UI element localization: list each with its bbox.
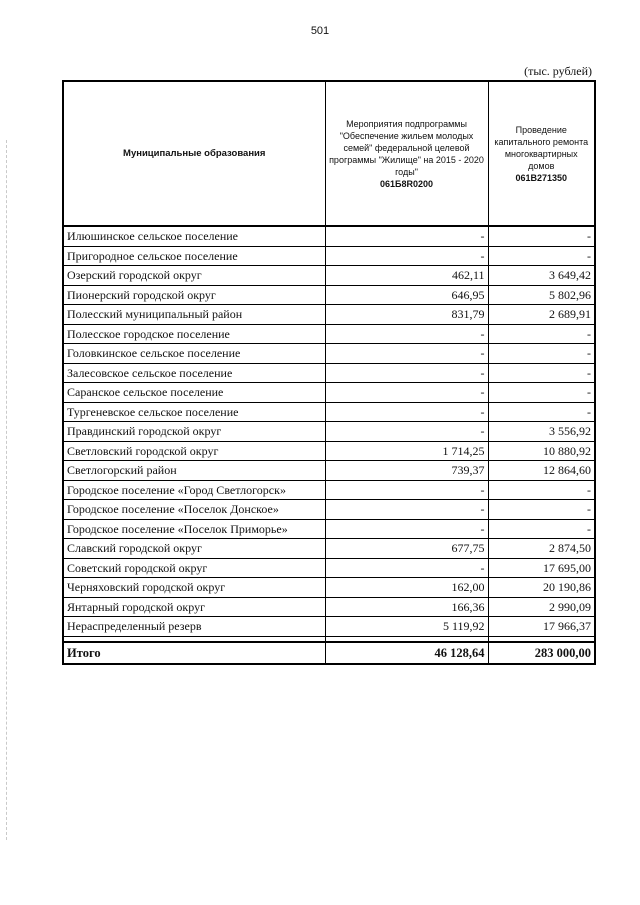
row-value-1: - <box>325 558 488 578</box>
row-value-2: - <box>488 480 595 500</box>
row-value-2: 3 556,92 <box>488 422 595 442</box>
row-value-1: - <box>325 324 488 344</box>
row-value-2: - <box>488 226 595 246</box>
row-value-2: 12 864,60 <box>488 461 595 481</box>
row-value-2: 17 695,00 <box>488 558 595 578</box>
table-row <box>63 461 595 481</box>
row-name: Городское поселение «Город Светлогорск» <box>63 480 325 500</box>
table-row <box>63 285 595 305</box>
row-value-1: 1 714,25 <box>325 441 488 461</box>
table-row <box>63 324 595 344</box>
row-value-1: 166,36 <box>325 597 488 617</box>
total-label: Итого <box>63 642 325 664</box>
row-name: Славский городской округ <box>63 539 325 559</box>
row-name: Черняховский городской округ <box>63 578 325 598</box>
table-row <box>63 305 595 325</box>
row-value-2: - <box>488 324 595 344</box>
row-value-1: - <box>325 519 488 539</box>
row-value-1: 5 119,92 <box>325 617 488 637</box>
row-value-2: 20 190,86 <box>488 578 595 598</box>
total-value-2: 283 000,00 <box>488 642 595 664</box>
table-row <box>63 422 595 442</box>
row-value-2: - <box>488 402 595 422</box>
row-name: Нераспределенный резерв <box>63 617 325 637</box>
table-row <box>63 226 595 246</box>
row-value-1: 162,00 <box>325 578 488 598</box>
row-value-2: 2 689,91 <box>488 305 595 325</box>
total-value-1: 46 128,64 <box>325 642 488 664</box>
row-value-1: - <box>325 363 488 383</box>
units-label: (тыс. рублей) <box>524 64 592 78</box>
table-row <box>63 500 595 520</box>
row-name: Саранское сельское поселение <box>63 383 325 403</box>
header-capital-repair-code: 061В271350 <box>515 172 568 183</box>
header-capital-repair-text: Проведение капитального ремонта многоквартирных домов <box>494 124 589 171</box>
row-value-2: - <box>488 383 595 403</box>
row-name: Городское поселение «Поселок Донское» <box>63 500 325 520</box>
row-value-2: - <box>488 519 595 539</box>
row-name: Пионерский городской округ <box>63 285 325 305</box>
row-name: Полесский муниципальный район <box>63 305 325 325</box>
row-value-1: - <box>325 246 488 266</box>
row-name: Головкинское сельское поселение <box>63 344 325 364</box>
header-municipalities: Муниципальные образования <box>63 81 325 226</box>
row-value-1: - <box>325 402 488 422</box>
table-row <box>63 344 595 364</box>
row-name: Городское поселение «Поселок Приморье» <box>63 519 325 539</box>
table-row <box>63 266 595 286</box>
scan-margin-line <box>6 140 7 840</box>
table-row <box>63 597 595 617</box>
row-value-2: - <box>488 363 595 383</box>
table-row <box>63 578 595 598</box>
header-capital-repair <box>488 81 595 226</box>
row-name: Озерский городской округ <box>63 266 325 286</box>
budget-table <box>62 80 596 665</box>
table-row <box>63 363 595 383</box>
row-value-2: 5 802,96 <box>488 285 595 305</box>
row-value-1: - <box>325 344 488 364</box>
row-value-2: 3 649,42 <box>488 266 595 286</box>
row-value-2: 2 990,09 <box>488 597 595 617</box>
table-row <box>63 402 595 422</box>
row-name: Правдинский городской округ <box>63 422 325 442</box>
header-housing-program <box>325 81 488 226</box>
row-name: Советский городской округ <box>63 558 325 578</box>
row-value-2: - <box>488 500 595 520</box>
row-value-1: 677,75 <box>325 539 488 559</box>
table-row <box>63 383 595 403</box>
table-row <box>63 480 595 500</box>
row-value-1: - <box>325 226 488 246</box>
row-name: Янтарный городской округ <box>63 597 325 617</box>
page-number: 501 <box>310 25 330 37</box>
row-value-2: 10 880,92 <box>488 441 595 461</box>
row-value-2: - <box>488 344 595 364</box>
table-row <box>63 519 595 539</box>
row-value-2: 2 874,50 <box>488 539 595 559</box>
row-name: Илюшинское сельское поселение <box>63 226 325 246</box>
row-value-1: - <box>325 422 488 442</box>
row-name: Залесовское сельское поселение <box>63 363 325 383</box>
row-value-2: 17 966,37 <box>488 617 595 637</box>
row-value-1: 831,79 <box>325 305 488 325</box>
row-value-1: - <box>325 500 488 520</box>
row-value-1: 462,11 <box>325 266 488 286</box>
row-value-1: 646,95 <box>325 285 488 305</box>
row-name: Светловский городской округ <box>63 441 325 461</box>
row-value-1: - <box>325 480 488 500</box>
table-row <box>63 441 595 461</box>
row-name: Светлогорский район <box>63 461 325 481</box>
table-header-row <box>63 81 595 226</box>
header-housing-program-text: Мероприятия подпрограммы "Обеспечение жильем молодых семей" федеральной целевой программы "Жилище" на 2015 - 2020 годы" <box>329 118 484 177</box>
row-name: Полесское городское поселение <box>63 324 325 344</box>
row-name: Тургеневское сельское поселение <box>63 402 325 422</box>
row-name: Пригородное сельское поселение <box>63 246 325 266</box>
row-value-2: - <box>488 246 595 266</box>
table-row <box>63 558 595 578</box>
row-value-1: - <box>325 383 488 403</box>
header-housing-program-code: 061Б8R0200 <box>379 178 433 189</box>
row-value-1: 739,37 <box>325 461 488 481</box>
table-row <box>63 246 595 266</box>
table-row <box>63 539 595 559</box>
table-row <box>63 617 595 637</box>
total-row <box>63 642 595 664</box>
